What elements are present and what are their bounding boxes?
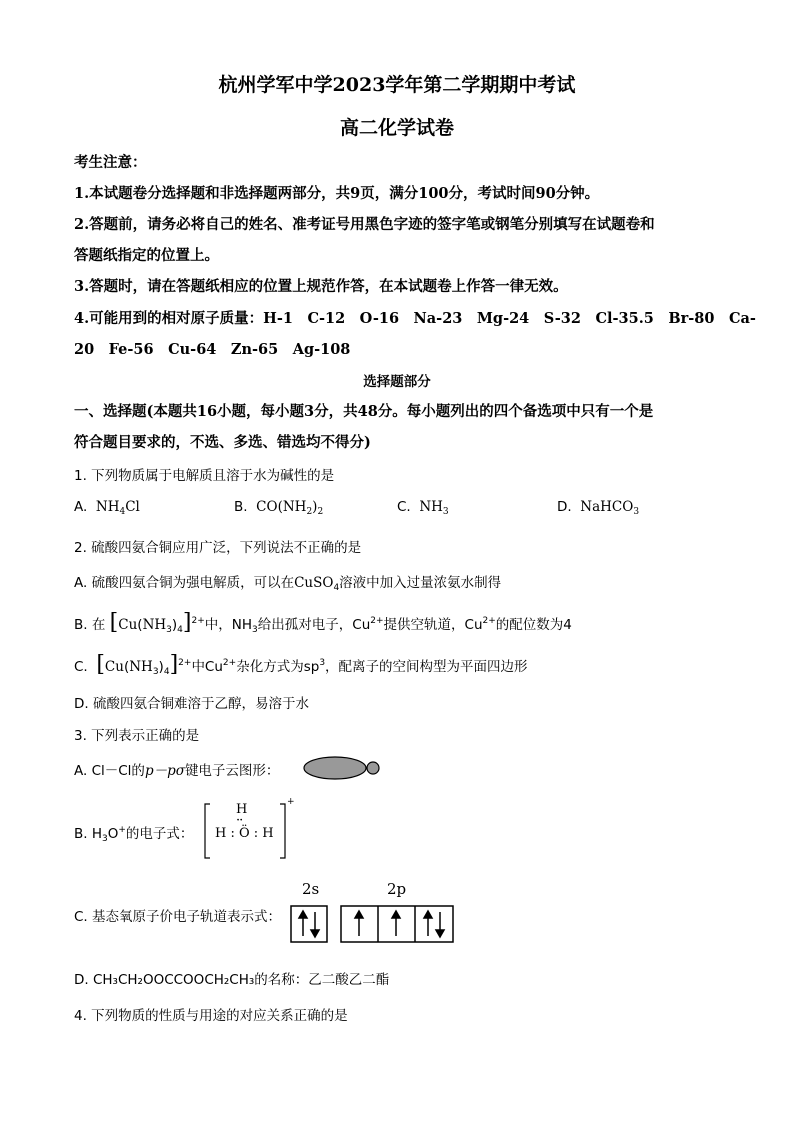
q2-option-b: B. 在 $[Cu(NH_3)_4]^{2+}$中，$NH_3$给出孤对电子，$Cu^{2+}$提供空轨道，$Cu^{2+}$的配位数为4 [74,610,572,635]
orbital-label-2p: 2p [387,880,407,898]
q2-option-c: C. $[Cu(NH_3)_4]^{2+}$中$Cu^{2+}$杂化方式为$sp^3$，配离子的空间构型为平面四边形 [74,652,528,677]
notice-item-3: 3.答题时，请在答题纸相应的位置上规范作答，在本试题卷上作答一律无效。 [74,278,568,295]
electron-formula-charge: + [287,797,295,807]
oxygen-orbital-diagram [289,904,455,944]
q3-option-d: D. CH₃CH₂OOCCOOCH₂CH₃的名称：乙二酸乙二酯 [74,972,390,988]
exam-title: 杭州学军中学2023学年第二学期期中考试 [218,74,576,96]
notice-item-1: 1.本试题卷分选择题和非选择题两部分，共9页，满分100分，考试时间90分钟。 [74,185,600,202]
q3-option-b: B. $H_3O^+$的电子式： [74,825,194,844]
q1-option-d: D. NaHCO$_3$ [557,499,640,517]
q3-option-c: C. 基态氧原子价电子轨道表示式： [74,909,282,925]
q2-stem: 2. 硫酸四氨合铜应用广泛，下列说法不正确的是 [74,540,362,556]
notice-item-4b: 20 Fe-56 Cu-64 Zn-65 Ag-108 [74,341,351,358]
q3-stem: 3. 下列表示正确的是 [74,728,200,744]
section-heading-b: 符合题目要求的，不选、多选、错选均不得分) [74,434,371,451]
notice-item-2b: 答题纸指定的位置上。 [74,247,219,264]
exam-subtitle: 高二化学试卷 [339,117,454,139]
electron-formula-dots: ·· [236,813,243,828]
q1-stem: 1. 下列物质属于电解质且溶于水为碱性的是 [74,468,335,484]
notice-item-4a: 4.可能用到的相对原子质量：H-1 C-12 O-16 Na-23 Mg-24 S-32 Cl-35.5 Br-80 Ca- [74,310,756,327]
section-heading-a: 一、选择题(本题共16小题，每小题3分，共48分。每小题列出的四个备选项中只有一个是 [74,403,654,420]
q3-option-a: A. Cl－Cl的p－pσ键电子云图形： [74,763,280,779]
q1-option-c: C. $NH_3$ [397,499,449,517]
notice-item-2a: 2.答题前，请务必将自己的姓名、准考证号用黑色字迹的签字笔或钢笔分别填写在试题卷和 [74,216,655,233]
q1-option-b: B. $CO(NH_2)_2$ [234,499,324,517]
notice-heading: 考生注意： [74,154,147,171]
q2-option-a: A. 硫酸四氨合铜为强电解质，可以在CuSO$_4$溶液中加入过量浓氨水制得 [74,575,502,593]
q1-option-a: A. $NH_4Cl$ [74,499,140,517]
sigma-bond-electron-cloud-icon [302,756,384,782]
electron-formula-row: H : Ö : H [215,826,274,841]
q4-stem: 4. 下列物质的性质与用途的对应关系正确的是 [74,1008,348,1024]
orbital-label-2s: 2s [302,880,320,898]
section-part-title: 选择题部分 [363,374,431,390]
electron-formula-h-top: H [236,802,248,817]
q2-option-d: D. 硫酸四氨合铜难溶于乙醇，易溶于水 [74,696,309,712]
